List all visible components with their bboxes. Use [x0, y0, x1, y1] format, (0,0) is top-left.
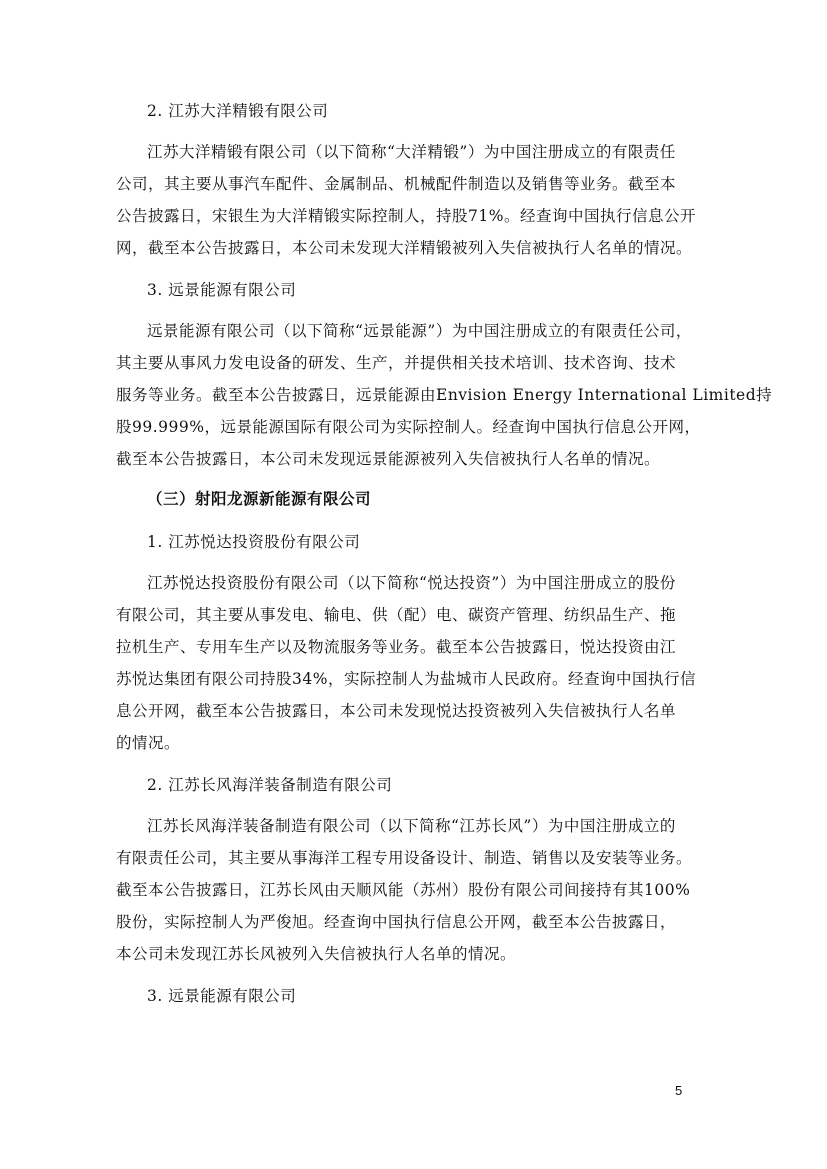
subsection-heading-yueda: 1. 江苏悦达投资股份有限公司 [147, 533, 361, 551]
paragraph-line: 股份，实际控制人为严俊旭。经查询中国执行信息公开网，截至本公告披露日， [116, 913, 677, 931]
page-number: 5 [675, 1083, 683, 1098]
paragraph-line: 网，截至本公告披露日，本公司未发现大洋精锻被列入失信被执行人名单的情况。 [116, 239, 693, 257]
paragraph-line: 截至本公告披露日，江苏长风由天顺风能（苏州）股份有限公司间接持有其100% [116, 881, 691, 899]
paragraph-line: 息公开网，截至本公告披露日，本公司未发现悦达投资被列入失信被执行人名单 [116, 702, 677, 720]
paragraph-line: 江苏大洋精锻有限公司（以下简称“大洋精锻”）为中国注册成立的有限责任 [147, 143, 676, 161]
paragraph-line: 拉机生产、专用车生产以及物流服务等业务。截至本公告披露日，悦达投资由江 [116, 638, 677, 656]
subsection-heading-dayang: 2. 江苏大洋精锻有限公司 [147, 102, 329, 120]
paragraph-line: 本公司未发现江苏长风被列入失信被执行人名单的情况。 [116, 945, 517, 963]
paragraph-line: 其主要从事风力发电设备的研发、生产，并提供相关技术培训、技术咨询、技术 [116, 354, 677, 372]
paragraph-line: 有限公司，其主要从事发电、输电、供（配）电、碳资产管理、纺织品生产、拖 [116, 606, 677, 624]
paragraph-line: 苏悦达集团有限公司持股34%，实际控制人为盐城市人民政府。经查询中国执行信 [116, 670, 696, 688]
subsection-heading-envision-2: 3. 远景能源有限公司 [147, 987, 297, 1005]
paragraph-line: 的情况。 [116, 734, 181, 752]
paragraph-line: 服务等业务。截至本公告披露日，远景能源由Envision Energy International Limited持 [116, 386, 773, 404]
subsection-heading-changfeng: 2. 江苏长风海洋装备制造有限公司 [147, 776, 393, 794]
paragraph-line: 公告披露日，宋银生为大洋精锻实际控制人，持股71%。经查询中国执行信息公开 [116, 207, 696, 225]
paragraph-line: 江苏长风海洋装备制造有限公司（以下简称“江苏长风”）为中国注册成立的 [147, 817, 676, 835]
paragraph-line: 远景能源有限公司（以下简称“远景能源”）为中国注册成立的有限责任公司， [147, 322, 692, 340]
paragraph-line: 江苏悦达投资股份有限公司（以下简称“悦达投资”）为中国注册成立的股份 [147, 574, 676, 592]
paragraph-line: 截至本公告披露日，本公司未发现远景能源被列入失信被执行人名单的情况。 [116, 450, 661, 468]
section-heading-sheyang: （三）射阳龙源新能源有限公司 [147, 490, 372, 508]
paragraph-line: 股99.999%，远景能源国际有限公司为实际控制人。经查询中国执行信息公开网， [116, 418, 701, 436]
paragraph-line: 有限责任公司，其主要从事海洋工程专用设备设计、制造、销售以及安装等业务。 [116, 849, 693, 867]
subsection-heading-envision: 3. 远景能源有限公司 [147, 281, 297, 299]
paragraph-line: 公司，其主要从事汽车配件、金属制品、机械配件制造以及销售等业务。截至本 [116, 175, 677, 193]
